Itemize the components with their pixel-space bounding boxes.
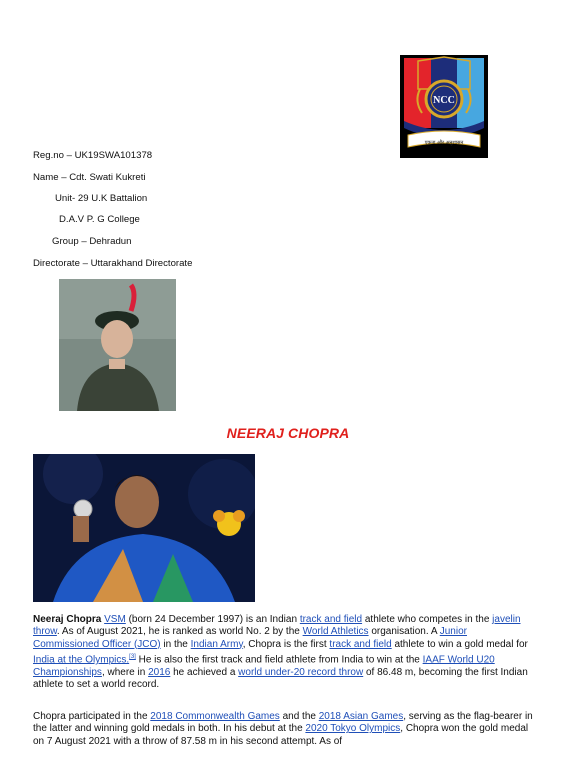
directorate: Directorate – Uttarakhand Directorate	[33, 258, 193, 269]
text: . As of August 2021, he is ranked as world No. 2 by the	[56, 626, 303, 638]
article-title: NEERAJ CHOPRA	[226, 425, 350, 441]
link-track-and-field-2[interactable]: track and field	[329, 638, 392, 650]
text: he achieved a	[170, 666, 239, 678]
link-india-at-olympics[interactable]: India at the Olympics.	[33, 654, 130, 666]
link-iaaf-u20[interactable]: IAAF World U20 Championships	[33, 654, 495, 678]
unit: Unit- 29 U.K Battalion	[55, 193, 148, 204]
group: Group – Dehradun	[52, 236, 132, 247]
link-world-u20-record[interactable]: world under-20 record throw	[238, 666, 364, 678]
reg-no: Reg.no – UK19SWA101378	[33, 150, 153, 161]
text: (born 24 December 1997) is an Indian	[125, 614, 300, 625]
athlete-photo	[33, 454, 255, 602]
text: , Chopra won the gold medal on 7 August 2021 with a throw of 87.58 m in his second attempt. As of	[33, 723, 529, 747]
text: Chopra participated in the	[33, 711, 151, 722]
college: D.A.V P. G College	[59, 214, 140, 225]
text: , serving as the flag-bearer in the latter and winning gold medals in both. In his debut at the	[33, 711, 533, 735]
link-world-athletics[interactable]: World Athletics	[302, 626, 369, 638]
ncc-scroll-text: एकता और अनुशासन	[424, 140, 464, 146]
text: athlete to win a gold medal for	[391, 638, 528, 650]
link-2018-asian-games[interactable]: 2018 Asian Games	[318, 711, 404, 722]
link-2016[interactable]: 2016	[148, 666, 171, 678]
subject-name: Neeraj Chopra	[33, 614, 102, 625]
article-paragraph-1	[33, 614, 533, 691]
ncc-emblem-icon	[400, 55, 488, 158]
text: , where in	[101, 666, 149, 678]
text: He is also the first track and field athlete from India to win at the	[135, 654, 423, 666]
text: athlete who competes in the	[362, 614, 493, 625]
text: organisation. A	[368, 626, 440, 638]
text: , Chopra is the first	[242, 638, 330, 650]
article-paragraph-2	[33, 711, 533, 748]
ncc-badge-text: NCC	[433, 95, 455, 106]
cadet-photo	[59, 279, 176, 411]
cadet-name: Name – Cdt. Swati Kukreti	[33, 172, 146, 183]
link-indian-army[interactable]: Indian Army	[190, 638, 243, 650]
citation-3[interactable]: [3]	[129, 653, 136, 660]
ncc-logo	[400, 55, 488, 158]
link-jco[interactable]: Junior Commissioned Officer (JCO)	[33, 626, 467, 650]
text: of 86.48 m, becoming the first Indian athlete to set a world record.	[33, 666, 528, 690]
link-javelin-throw[interactable]: javelin throw	[33, 614, 521, 638]
link-track-and-field[interactable]: track and field	[299, 614, 363, 625]
link-vsm[interactable]: VSM	[104, 614, 126, 625]
link-2020-tokyo-olympics[interactable]: 2020 Tokyo Olympics	[305, 723, 401, 735]
text: and the	[279, 711, 319, 722]
link-2018-commonwealth-games[interactable]: 2018 Commonwealth Games	[150, 711, 280, 722]
text: in the	[160, 638, 191, 650]
